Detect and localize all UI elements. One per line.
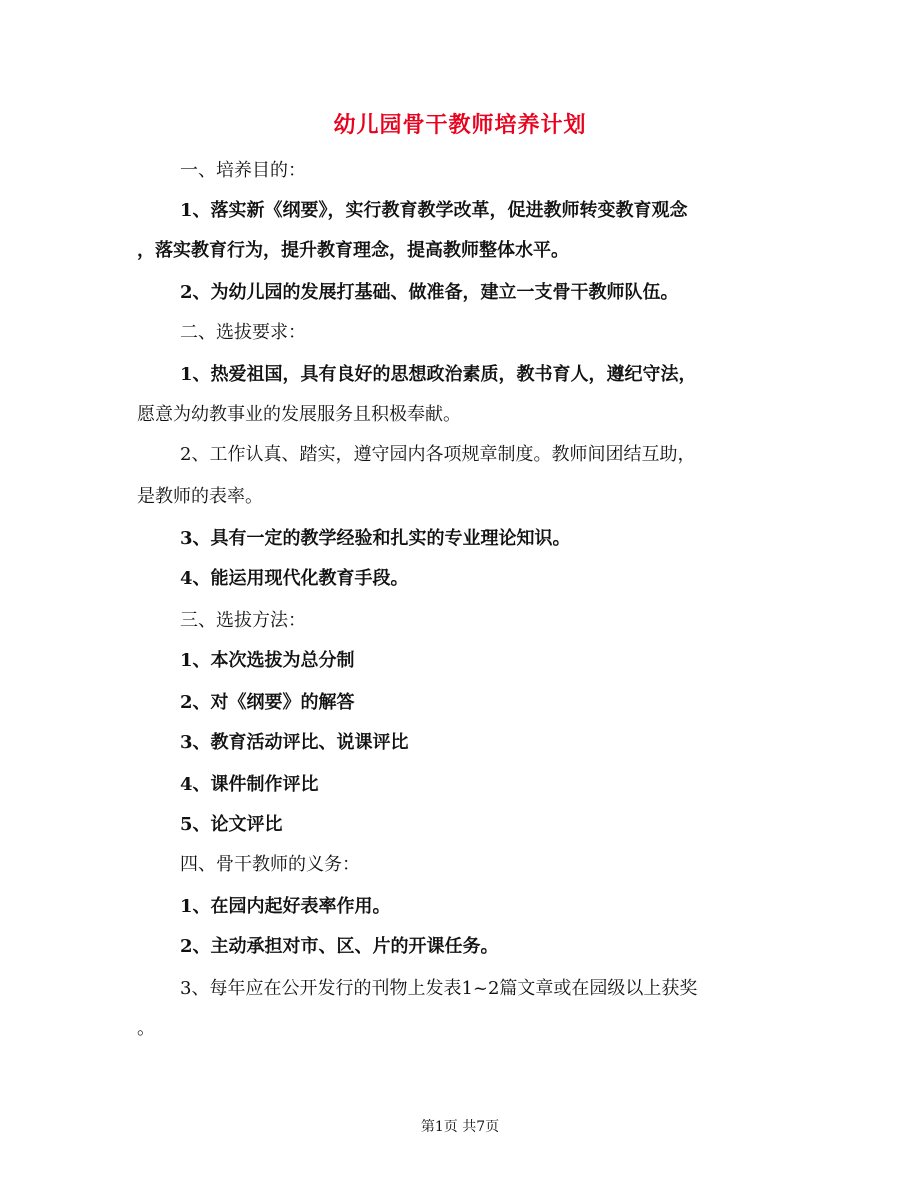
list-item: 5、论文评比 [180, 814, 283, 835]
paragraph-line: ，落实教育行为，提升教育理念，提高教师整体水平。 [137, 240, 569, 261]
paragraph-line: 3、具有一定的教学经验和扎实的专业理论知识。 [180, 528, 571, 549]
paragraph-line: 2、为幼儿园的发展打基础、做准备，建立一支骨干教师队伍。 [180, 282, 679, 303]
paragraph-line: 。 [137, 1018, 155, 1039]
section-heading-1: 一、培养目的： [180, 160, 306, 181]
document-title: 幼儿园骨干教师培养计划 [333, 112, 587, 138]
list-item: 1、在园内起好表率作用。 [180, 896, 391, 917]
list-item: 3、教育活动评比、说课评比 [180, 732, 409, 753]
list-item: 2、对《纲要》的解答 [180, 692, 355, 713]
paragraph-line: 1、热爱祖国，具有良好的思想政治素质，教书育人，遵纪守法， [180, 364, 697, 385]
list-item: 4、课件制作评比 [180, 774, 319, 795]
list-item: 1、本次选拔为总分制 [180, 650, 355, 671]
section-heading-4: 四、骨干教师的义务： [180, 854, 360, 875]
paragraph-line: 1、落实新《纲要》，实行教育教学改革，促进教师转变教育观念 [180, 200, 688, 221]
paragraph-line: 2、工作认真、踏实，遵守园内各项规章制度。教师间团结互助， [180, 444, 696, 465]
paragraph-line: 4、能运用现代化教育手段。 [180, 568, 409, 589]
paragraph-line: 3、每年应在公开发行的刊物上发表1~2篇文章或在园级以上获奖 [180, 978, 698, 999]
paragraph-line: 是教师的表率。 [137, 486, 263, 507]
section-heading-3: 三、选拔方法： [180, 610, 306, 631]
list-item: 2、主动承担对市、区、片的开课任务。 [180, 936, 499, 957]
section-heading-2: 二、选拔要求： [180, 322, 306, 343]
page-number-footer: 第1页 共7页 [420, 1119, 500, 1135]
paragraph-line: 愿意为幼教事业的发展服务且积极奉献。 [137, 404, 461, 425]
